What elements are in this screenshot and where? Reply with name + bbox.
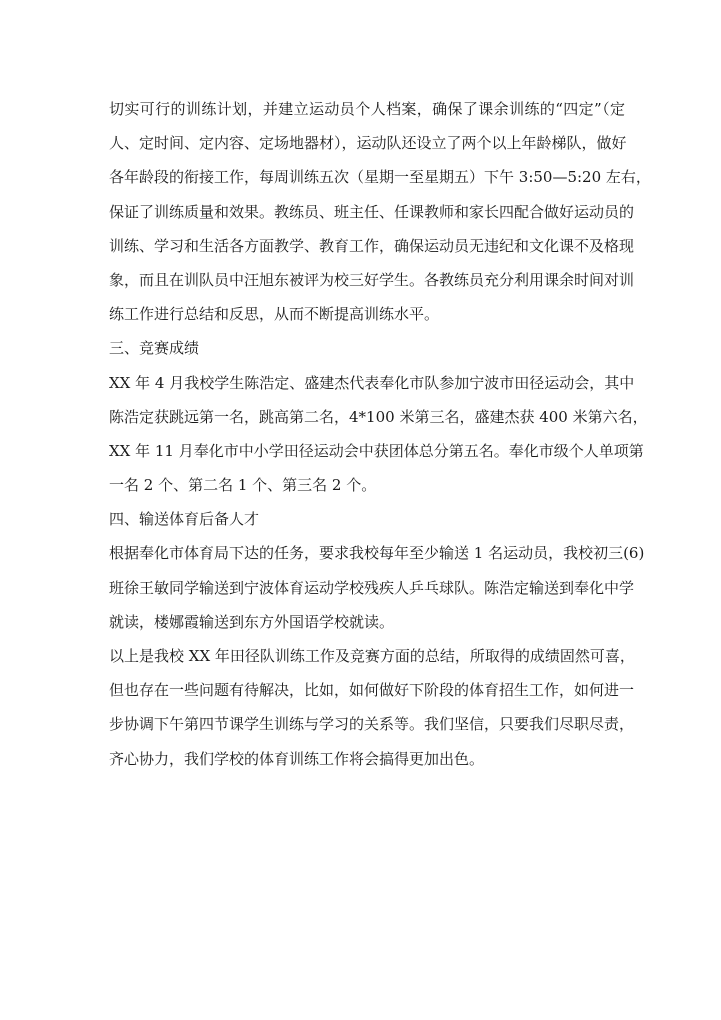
section-heading: 四、输送体育后备人才 (109, 510, 260, 529)
text-line: 人、定时间、定内容、定场地器材），运动队还设立了两个以上年龄梯队，做好 (109, 134, 627, 153)
text-line: 齐心协力，我们学校的体育训练工作将会搞得更加出色。 (109, 749, 485, 768)
text-line: XX 年 11 月奉化市中小学田径运动会中获团体总分第五名。奉化市级个人单项第 (109, 441, 644, 460)
text-line: 步协调下午第四节课学生训练与学习的关系等。我们坚信，只要我们尽职尽责， (109, 715, 635, 734)
text-line: 根据奉化市体育局下达的任务，要求我校每年至少输送 1 名运动员，我校初三(6) (109, 544, 645, 563)
text-line: 保证了训练质量和效果。教练员、班主任、任课教师和家长四配合做好运动员的 (109, 202, 635, 221)
text-line: 各年龄段的衔接工作，每周训练五次（星期一至星期五）下午 3:50—5:20 左右， (109, 168, 651, 187)
text-line: 陈浩定获跳远第一名，跳高第二名，4*100 米第三名，盛建杰获 400 米第六名， (109, 407, 648, 426)
text-line: 但也存在一些问题有待解决，比如，如何做好下阶段的体育招生工作，如何进一 (109, 681, 635, 700)
text-line: 一名 2 个、第二名 1 个、第三名 2 个。 (109, 476, 377, 495)
text-line: 就读，楼娜霞输送到东方外国语学校就读。 (109, 612, 395, 631)
text-line: 象，而且在训队员中汪旭东被评为校三好学生。各教练员充分利用课余时间对训 (109, 270, 635, 289)
text-line: XX 年 4 月我校学生陈浩定、盛建杰代表奉化市队参加宁波市田径运动会，其中 (109, 373, 635, 392)
document-body (109, 92, 651, 776)
section-heading: 三、竞赛成绩 (109, 339, 200, 358)
text-line: 切实可行的训练计划，并建立运动员个人档案，确保了课余训练的“四定”（定 (109, 100, 625, 118)
text-line: 班徐王敏同学输送到宁波体育运动学校残疾人乒乓球队。陈浩定输送到奉化中学 (109, 578, 635, 597)
text-line: 训练、学习和生活各方面教学、教育工作，确保运动员无违纪和文化课不及格现 (109, 236, 635, 255)
text-line: 以上是我校 XX 年田径队训练工作及竞赛方面的总结，所取得的成绩固然可喜， (109, 647, 635, 665)
text-line: 练工作进行总结和反思，从而不断提高训练水平。 (109, 305, 440, 324)
